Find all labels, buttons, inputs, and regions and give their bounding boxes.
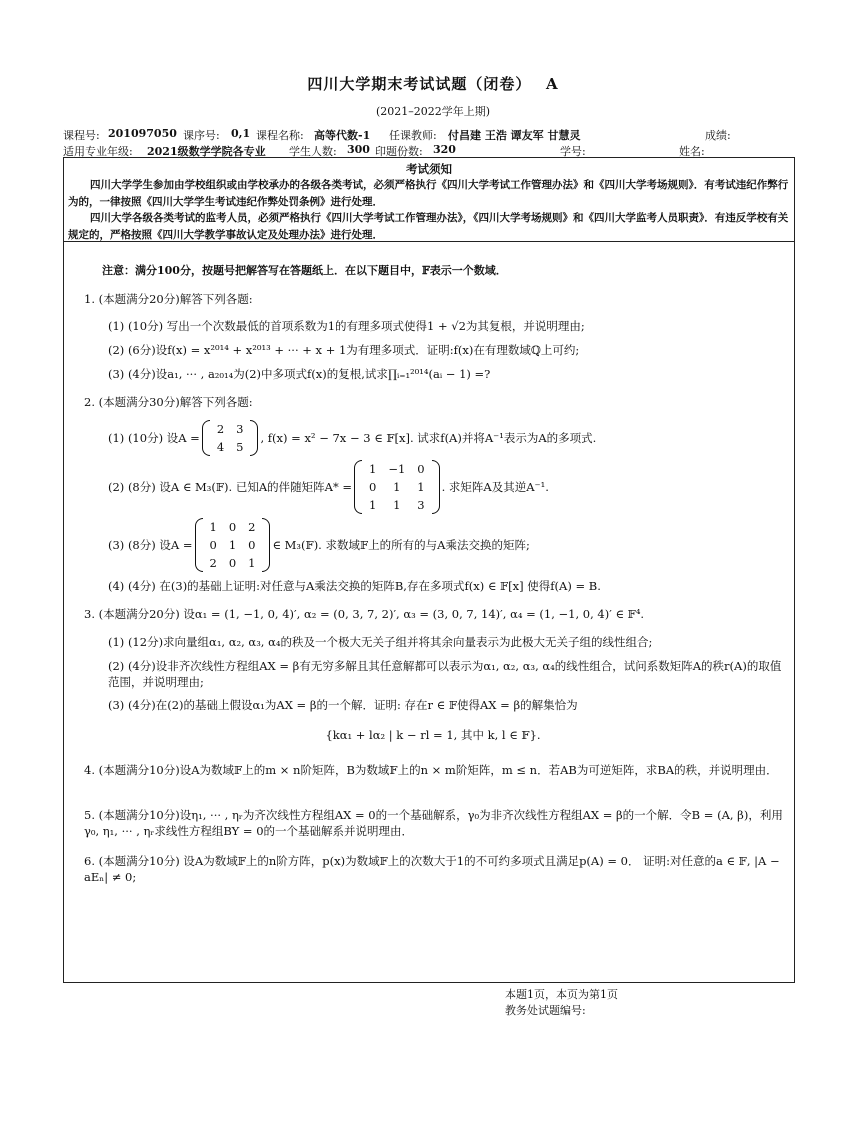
seq: 0,1: [231, 127, 251, 140]
exam-title: 四川大学期末考试试题（闭卷） A: [307, 75, 559, 93]
q2-part-2-matrix-cell-1-0: 0: [369, 480, 377, 494]
q2-part-1-matrix-cell-1-0: 4: [216, 440, 225, 454]
meta-row-1: [63, 127, 795, 143]
q3-part-3: (3) (4分)在(2)的基础上假设α₁为AX = β的一个解．证明: 存在r ∈ 𝔽使得AX = β的解集恰为: [108, 698, 578, 712]
score-label: 成绩:: [705, 129, 731, 142]
course-no: 201097050: [108, 127, 177, 140]
teacher-label: 任课教师:: [389, 129, 437, 142]
q1-part-3: (3) (4分)设a₁, ··· , a₂₀₁₄为(2)中多项式f(x)的复根,试求∏ᵢ₌₁²⁰¹⁴(aᵢ − 1) =?: [108, 367, 491, 381]
course-name-label: 课程名称:: [256, 129, 304, 142]
q5: 5. (本题满分10分)设η₁, ··· , ηᵣ为齐次线性方程组AX = 0的一个基础解系，γ₀为非齐次线性方程组AX = β的一个解．令B = (A, β)，利用γ₀, η₁, ··· , ηᵣ求线性方程组BY = 0的一个基础解系并说明理由．: [84, 808, 783, 838]
q6: 6. (本题满分10分) 设A为数域𝔽上的n阶方阵，p(x)为数域𝔽上的次数大于1的不可约多项式且满足p(A) = 0． 证明:对任意的a ∈ 𝔽, |A − aEₙ| ≠ 0;: [84, 854, 780, 884]
q2-part-2-matrix-cell-2-2: 3: [417, 498, 425, 512]
q2-part-2-matrix-cell-1-1: 1: [393, 480, 401, 494]
q2-heading: 2. (本题满分30分)解答下列各题:: [84, 395, 253, 409]
teachers: 付昌建 王浩 谭友军 甘慧灵: [448, 129, 581, 142]
q2-part-1-matrix: [202, 420, 259, 456]
q2-part-3-matrix-cell-1-0: 0: [209, 538, 217, 552]
exam-code-label: 教务处试题编号:: [505, 1004, 586, 1017]
q2-part-2-suffix: . 求矩阵A及其逆A⁻¹.: [441, 480, 549, 494]
student-id-label: 学号:: [560, 145, 586, 158]
q1-part-2: (2) (6分)设f(x) = x²⁰¹⁴ + x²⁰¹³ + ··· + x + 1为有理多项式．证明:f(x)在有理数域ℚ上可约;: [108, 343, 580, 357]
q2-part-2-matrix-cell-2-1: 1: [393, 498, 401, 512]
term: (2021–2022学年上期): [375, 105, 491, 118]
q2-part-3-matrix: [195, 518, 271, 572]
q2-part-3-matrix-cell-1-1: 1: [228, 538, 237, 552]
notice-title: 考试须知: [406, 162, 452, 176]
major-label: 适用专业年级:: [63, 145, 133, 158]
q2-part-2-matrix-cell-2-0: 1: [369, 498, 377, 512]
q3-part-2: (2) (4分)设非齐次线性方程组AX = β有无穷多解且其任意解都可以表示为α₁, α₂, α₃, α₄的线性组合，试问系数矩阵A的秩r(A)的取值范围，并说明理由;: [108, 659, 782, 689]
instructions: 注意：满分100分，按题号把解答写在答题纸上．在以下题目中，𝔽表示一个数域．: [102, 264, 507, 277]
q2-part-2-matrix-cell-0-2: 0: [417, 462, 425, 476]
q2-part-3-matrix-cell-0-1: 0: [228, 520, 237, 534]
q2-part-2-prefix: (2) (8分) 设A ∈ M₃(𝔽). 已知A的伴随矩阵A* =: [108, 480, 353, 494]
copies-label: 印题份数:: [375, 145, 423, 158]
q2-part-4: (4) (4分) 在(3)的基础上证明:对任意与A乘法交换的矩阵B,存在多项式f(x) ∈ 𝔽[x] 使得f(A) = B.: [108, 579, 601, 593]
q2-part-1-matrix-cell-0-0: 2: [216, 422, 225, 436]
q2-part-3-suffix: ∈ M₃(𝔽). 求数域𝔽上的所有的与A乘法交换的矩阵;: [272, 538, 530, 552]
q2-part-3-matrix-cell-0-0: 1: [209, 520, 217, 534]
q3-heading: 3. (本题满分20分) 设α₁ = (1, −1, 0, 4)′, α₂ = (0, 3, 7, 2)′, α₃ = (3, 0, 7, 14)′, α₄ = (1, −1, 0, 4)′ ∈ 𝔽⁴.: [84, 607, 645, 621]
course-no-label: 课程号:: [63, 129, 100, 142]
students: 300: [347, 143, 370, 156]
q2-part-1-matrix-cell-1-1: 5: [236, 440, 244, 454]
q2-part-3: [108, 518, 530, 572]
major: 2021级数学学院各专业: [147, 145, 266, 158]
q2-part-2-matrix-cell-1-2: 1: [417, 480, 425, 494]
q1-heading: 1. (本题满分20分)解答下列各题:: [84, 292, 253, 306]
name-label: 姓名:: [679, 145, 705, 158]
course-name: 高等代数-1: [314, 129, 371, 142]
seq-label: 课序号:: [183, 129, 220, 142]
q2-part-3-matrix-cell-1-2: 0: [248, 538, 256, 552]
q4: 4. (本题满分10分)设A为数域𝔽上的m × n阶矩阵，B为数域𝔽上的n × m阶矩阵，m ≤ n．若AB为可逆矩阵，求BA的秩，并说明理由．: [84, 763, 778, 777]
q2-part-3-matrix-cell-0-2: 2: [248, 520, 256, 534]
q3-formula: {kα₁ + lα₂ | k − rl = 1, 其中 k, l ∈ 𝔽}.: [325, 728, 541, 742]
q1-part-1: (1) (10分) 写出一个次数最低的首项系数为1的有理多项式使得1 + √2为其复根，并说明理由;: [108, 319, 585, 333]
q2-part-2: [108, 460, 549, 514]
q2-part-3-matrix-cell-2-2: 1: [248, 556, 256, 570]
q2-part-1-matrix-cell-0-1: 3: [236, 422, 244, 436]
q2-part-1: [108, 419, 596, 457]
page-info: 本题1页，本页为第1页: [505, 988, 618, 1001]
q2-part-3-matrix-cell-2-0: 2: [209, 556, 217, 570]
q2-part-1-prefix: (1) (10分) 设A =: [108, 431, 200, 445]
q2-part-2-matrix: [354, 460, 440, 514]
q2-part-1-suffix: , f(x) = x² − 7x − 3 ∈ 𝔽[x]. 试求f(A)并将A⁻¹表示为A的多项式.: [260, 431, 597, 445]
q3-part-1: (1) (12分)求向量组α₁, α₂, α₃, α₄的秩及一个极大无关子组并将其余向量表示为此极大无关子组的线性组合;: [108, 635, 653, 649]
copies: 320: [433, 143, 456, 156]
notice-paragraph-2: 四川大学各级各类考试的监考人员，必须严格执行《四川大学考试工作管理办法》，《四川大学考场规则》和《四川大学监考人员职责》．有违反学校有关规定的，严格按照《四川大学教学事故认定及处理办法》进行处理．: [68, 212, 789, 241]
q2-part-3-matrix-cell-2-1: 0: [228, 556, 237, 570]
notice-paragraph-1: 四川大学学生参加由学校组织或由学校承办的各级各类考试，必须严格执行《四川大学考试工作管理办法》和《四川大学考场规则》．有考试违纪作弊行为的，一律按照《四川大学学生考试违纪作弊处罚条例》进行处理．: [68, 179, 789, 208]
q2-part-2-matrix-cell-0-1: −1: [388, 462, 406, 476]
students-label: 学生人数:: [289, 145, 337, 158]
q2-part-2-matrix-cell-0-0: 1: [369, 462, 377, 476]
q2-part-3-prefix: (3) (8分) 设A =: [108, 538, 193, 552]
